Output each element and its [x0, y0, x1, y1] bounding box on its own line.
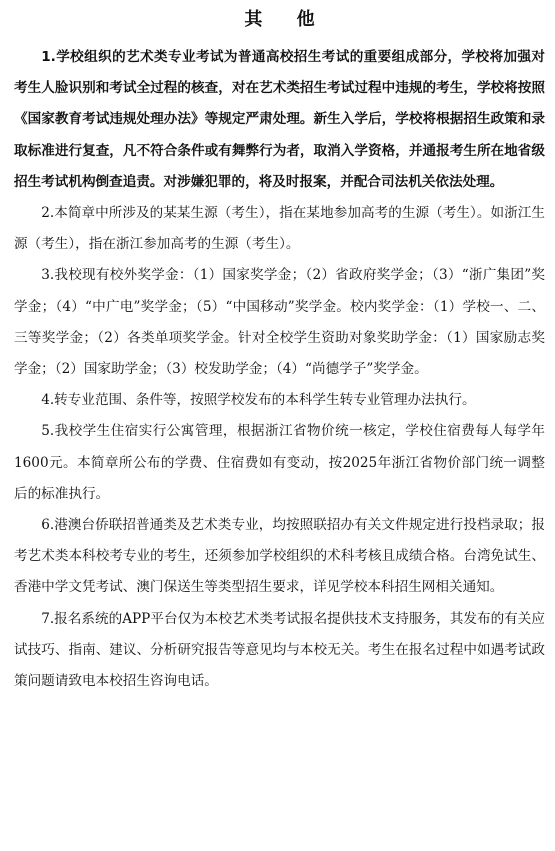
paragraph-3-scholarships: 3.我校现有校外奖学金：（1）国家奖学金；（2）省政府奖学金；（3）“浙广集团”奖学金；（4）“中广电”奖学金；（5）“中国移动”奖学金。校内奖学金：（1）学校一、二、三等奖学金；（2）各类单项奖学金。针对全校学生资助对象奖助学金：（1）国家励志奖学金；（2）国家助学金；（3）校发助学金；（4）“尚德学子”奖学金。: [14, 267, 545, 378]
paragraph-2-student-source: 2.本简章中所涉及的某某生源（考生），指在某地参加高考的生源（考生）。如浙江生源（考生），指在浙江参加高考的生源（考生）。: [14, 205, 545, 253]
paragraph-1-exam-discipline: 1.学校组织的艺术类专业考试为普通高校招生考试的重要组成部分，学校将加强对考生人脸识别和考试全过程的核查，对在艺术类招生考试过程中违规的考生，学校将按照《国家教育考试违规处理办法》等规定严肃处理。新生入学后，学校将根据招生政策和录取标准进行复查，凡不符合条件或有舞弊行为者，取消入学资格，并通报考生所在地省级招生考试机构倒查追责。对涉嫌犯罪的，将及时报案，并配合司法机关依法处理。: [14, 49, 545, 190]
paragraph-5-accommodation: 5.我校学生住宿实行公寓管理，根据浙江省物价统一核定，学校住宿费每人每学年1600元。本简章所公布的学费、住宿费如有变动，按2025年浙江省物价部门统一调整后的标准执行。: [14, 423, 545, 502]
page-title: 其 他: [244, 9, 329, 30]
document-page: [14, 6, 545, 697]
paragraph-7-registration-app: 7.报名系统的APP平台仅为本校艺术类考试报名提供技术支持服务，其发布的有关应试技巧、指南、建议、分析研究报告等意见均与本校无关。考生在报名过程中如遇考试政策问题请致电本校招生咨询电话。: [14, 610, 545, 690]
paragraph-4-major-transfer: 4.转专业范围、条件等，按照学校发布的本科学生转专业管理办法执行。: [41, 392, 476, 409]
paragraph-6-hk-macao-taiwan: 6.港澳台侨联招普通类及艺术类专业，均按照联招办有关文件规定进行投档录取；报考艺术类本科校考专业的考生，还须参加学校组织的术科考核且成绩合格。台湾免试生、香港中学文凭考试、澳门保送生等类型招生要求，详见学校本科招生网相关通知。: [14, 517, 545, 596]
